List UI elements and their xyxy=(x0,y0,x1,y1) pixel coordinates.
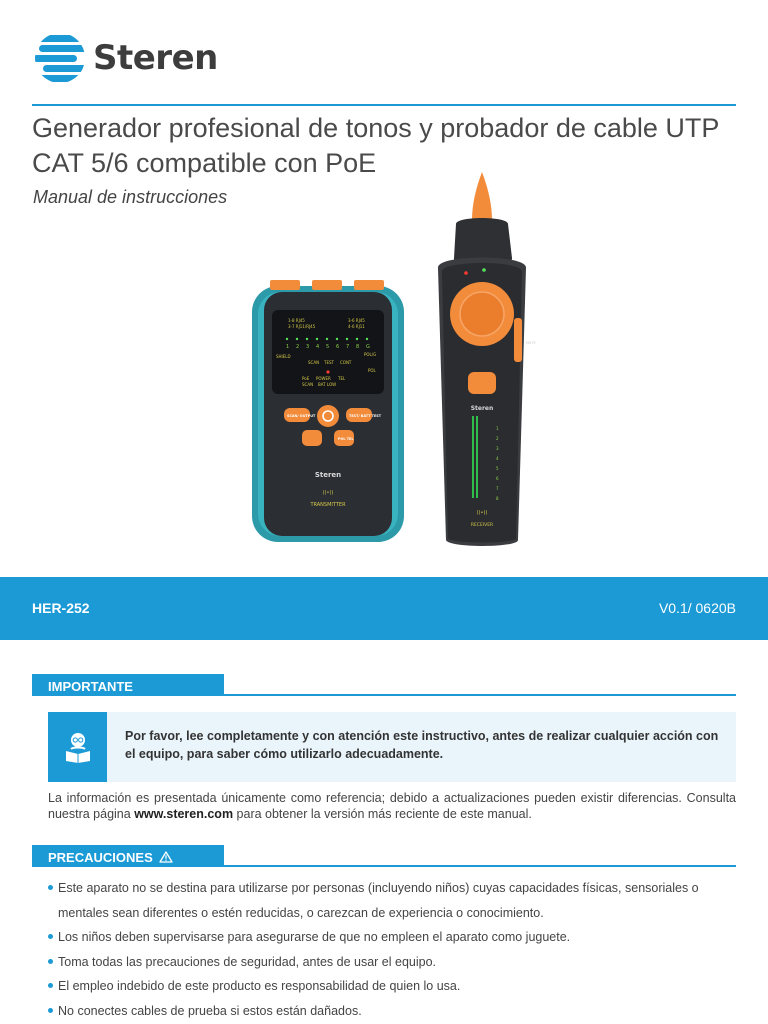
precautions-heading: PRECAUCIONES xyxy=(32,845,224,866)
rx-bar-1: 1 xyxy=(496,426,499,431)
tx-scan2: SCAN xyxy=(302,382,314,387)
tx-pin-8: 8 xyxy=(356,344,360,350)
tx-poe: PoE xyxy=(302,376,310,381)
tx-pol: POL xyxy=(368,368,376,373)
important-note-text: Por favor, lee completamente y con atención este instructivo, antes de realizar cualquier acción con el equipo, para saber cómo utilizarlo adecuadamente. xyxy=(125,729,719,761)
website-link[interactable]: www.steren.com xyxy=(134,807,234,821)
tx-pol-g: POL/G xyxy=(364,352,377,357)
list-item: Toma todas las precauciones de seguridad, antes de usar el equipo. xyxy=(48,950,748,975)
rx-bar-8: 8 xyxy=(496,496,499,501)
list-item: Este aparato no se destina para utilizarse por personas (incluyendo niños) cuyas capacidades físicas, sensoriales o mentales sean diferentes o estén reducidas, o carezcan de experiencia o conocimiento. xyxy=(48,876,748,925)
reader-icon xyxy=(48,712,107,782)
important-heading: IMPORTANTE xyxy=(32,674,224,695)
section-rule xyxy=(32,865,736,867)
precautions-list xyxy=(48,876,748,1023)
tx-btn-scan: SCAN/ OUTPUT xyxy=(287,414,316,418)
tx-btn-pol: POL TEL xyxy=(338,437,354,441)
product-image xyxy=(232,168,557,568)
tx-test: TEST xyxy=(324,360,334,365)
tx-power: POWER xyxy=(316,376,331,381)
rx-side: MUTE xyxy=(526,341,536,345)
tx-btn-test: TEST/ BATT TEST xyxy=(349,414,382,418)
tx-pin-1: 1 xyxy=(286,344,290,350)
tx-pin-3: 3 xyxy=(306,344,310,350)
rx-bar-3: 3 xyxy=(496,446,499,451)
header-rule xyxy=(32,104,736,106)
important-section-header xyxy=(32,674,736,696)
tx-row2-left: 3-7 RJ11/RJ45 xyxy=(288,324,316,329)
section-rule xyxy=(32,694,736,696)
warning-icon xyxy=(159,851,173,863)
list-item: El empleo indebido de este producto es responsabilidad de quien lo usa. xyxy=(48,974,748,999)
version-number: V0.1/ 0620B xyxy=(658,600,736,616)
document-subtitle: Manual de instrucciones xyxy=(33,187,228,207)
tx-brand: Steren xyxy=(314,471,342,479)
tx-scan: SCAN xyxy=(308,360,320,365)
tx-shield: SHIELD xyxy=(276,354,291,359)
list-item: Los niños deben supervisarse para asegurarse de que no empleen el aparato como juguete. xyxy=(48,925,748,950)
rx-bar-4: 4 xyxy=(496,456,499,461)
steren-logo-icon xyxy=(33,32,87,84)
receiver-device xyxy=(438,172,536,546)
model-band xyxy=(0,577,768,640)
tx-pin-5: 5 xyxy=(326,344,330,350)
tx-tel: TEL xyxy=(338,376,346,381)
tx-pin-6: 6 xyxy=(336,344,340,350)
tx-row2-right: 4-6 RJ11 xyxy=(348,324,365,329)
rx-bar-7: 7 xyxy=(496,486,499,491)
model-number: HER-252 xyxy=(32,600,90,616)
transmitter-device xyxy=(252,280,404,542)
precautions-section-header xyxy=(32,845,736,867)
brand-name: Steren xyxy=(93,38,218,78)
rx-bar-2: 2 xyxy=(496,436,499,441)
rx-bar-6: 6 xyxy=(496,476,499,481)
document-title: Generador profesional de tonos y probador de cable UTP CAT 5/6 compatible con PoE xyxy=(32,113,719,178)
tx-row1-right: 3-6 RJ45 xyxy=(348,318,365,323)
rx-bar-5: 5 xyxy=(496,466,499,471)
tx-pin-7: 7 xyxy=(346,344,350,350)
list-item: No conectes cables de prueba si estos están dañados. xyxy=(48,999,748,1024)
tx-row1-left: 1-8 RJ45 xyxy=(288,318,305,323)
tx-pin-g: G xyxy=(366,344,370,350)
svg-text:((•)): ((•)) xyxy=(476,510,488,516)
rx-brand: Steren xyxy=(470,405,494,412)
tx-label: TRANSMITTER xyxy=(310,502,346,508)
reference-info: La información es presentada únicamente como referencia; debido a actualizaciones pueden existir diferencias. Consulta nuestra página www.steren.com para obtener la versión más reciente de este manual. xyxy=(48,791,736,821)
svg-text:((•)): ((•)) xyxy=(322,490,334,496)
tx-bat-low: BAT LOW xyxy=(318,382,337,387)
important-note xyxy=(48,712,736,782)
tx-cont: CONT xyxy=(340,360,352,365)
rx-label: RECEIVER xyxy=(470,523,494,528)
tx-pin-2: 2 xyxy=(296,344,300,350)
brand-logo xyxy=(33,32,218,84)
tx-pin-4: 4 xyxy=(316,344,320,350)
